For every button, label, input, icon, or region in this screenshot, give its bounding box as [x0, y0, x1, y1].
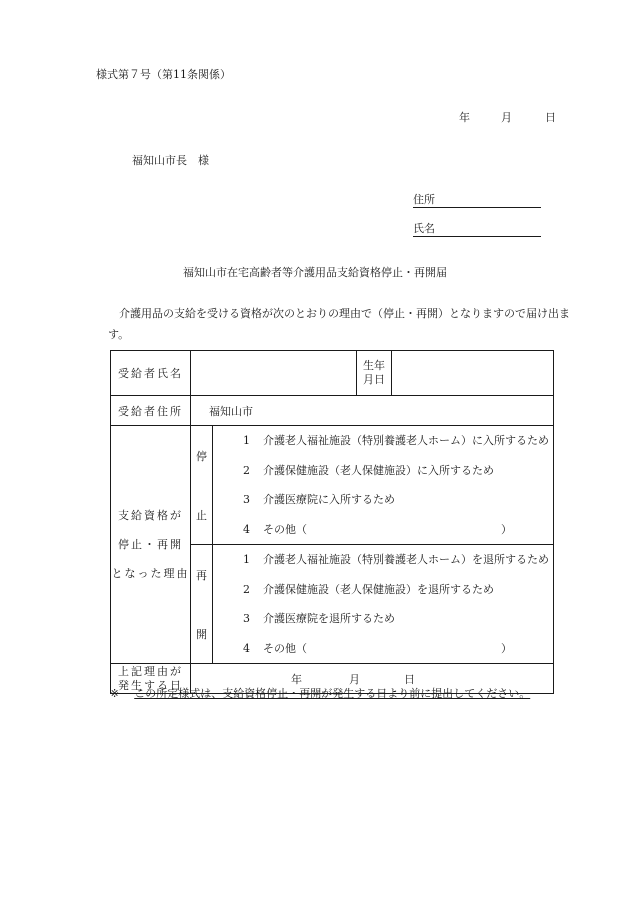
- suspend-label-char2: 止: [196, 508, 207, 522]
- reason-label: [111, 426, 191, 664]
- occurrence-label-line2: 発生する日: [118, 678, 183, 692]
- name-field[interactable]: [413, 221, 541, 237]
- reason-label-line2: 停止・再開: [118, 538, 183, 551]
- occurrence-year: 年: [291, 672, 302, 686]
- birth-date-label-line2: 月日: [363, 373, 385, 386]
- suspend-label-char1: 停: [196, 449, 207, 463]
- date-day: 日: [545, 111, 556, 124]
- resume-option-3[interactable]: 3 介護医療院を退所するため: [243, 612, 395, 625]
- date-month: 月: [501, 111, 512, 124]
- birth-date-label: [357, 351, 392, 396]
- address-field[interactable]: [413, 192, 541, 208]
- suspend-option-4-other[interactable]: 4 その他（ ）: [243, 522, 512, 536]
- resume-option-4-other[interactable]: 4 その他（ ）: [243, 641, 512, 655]
- form-number: 様式第７号（第11条関係）: [96, 68, 231, 81]
- reason-label-line3: となった理由: [111, 567, 190, 580]
- note-mark: ※: [110, 687, 120, 700]
- resume-label: [191, 545, 213, 664]
- form-table: [110, 350, 554, 694]
- address-label: 住所: [413, 193, 435, 206]
- resume-items: [213, 545, 554, 664]
- suspend-option-1[interactable]: 1 介護老人福祉施設（特別養護老人ホーム）に入所するため: [243, 434, 549, 447]
- resume-option-1[interactable]: 1 介護老人福祉施設（特別養護老人ホーム）を退所するため: [243, 553, 549, 566]
- suspend-items: [213, 426, 554, 545]
- recipient-address-label: 受給者住所: [111, 396, 191, 426]
- recipient-address-input[interactable]: 福知山市: [191, 396, 554, 426]
- occurrence-day: 日: [404, 672, 415, 686]
- body-text: 介護用品の支給を受ける資格が次のとおりの理由で（停止・再開）となりますので届け出ます。: [108, 307, 570, 341]
- resume-option-2[interactable]: 2 介護保健施設（老人保健施設）を退所するため: [243, 582, 494, 596]
- suspend-option-3[interactable]: 3 介護医療院に入所するため: [243, 493, 395, 506]
- footnote: [110, 685, 530, 701]
- name-label: 氏名: [413, 222, 435, 235]
- reason-label-line1: 支給資格が: [118, 509, 183, 522]
- date-year: 年: [459, 111, 470, 124]
- birth-date-input[interactable]: [392, 351, 554, 396]
- birth-date-label-line1: 生年: [363, 359, 385, 372]
- recipient-name-input[interactable]: [191, 351, 357, 396]
- resume-label-char1: 再: [196, 568, 207, 582]
- suspend-label: [191, 426, 213, 545]
- resume-label-char2: 開: [196, 627, 207, 641]
- recipient-name-label: 受給者氏名: [111, 351, 191, 396]
- submission-date[interactable]: [459, 109, 556, 125]
- form-title: 福知山市在宅高齢者等介護用品支給資格停止・再開届: [183, 266, 447, 279]
- occurrence-label-line1: 上記理由が: [118, 664, 183, 678]
- note-text: この所定様式は、支給資格停止・再開が発生する日より前に提出してください。: [134, 687, 531, 700]
- occurrence-month: 月: [349, 672, 360, 686]
- addressee: 福知山市長 様: [132, 154, 209, 167]
- suspend-option-2[interactable]: 2 介護保健施設（老人保健施設）に入所するため: [243, 463, 494, 477]
